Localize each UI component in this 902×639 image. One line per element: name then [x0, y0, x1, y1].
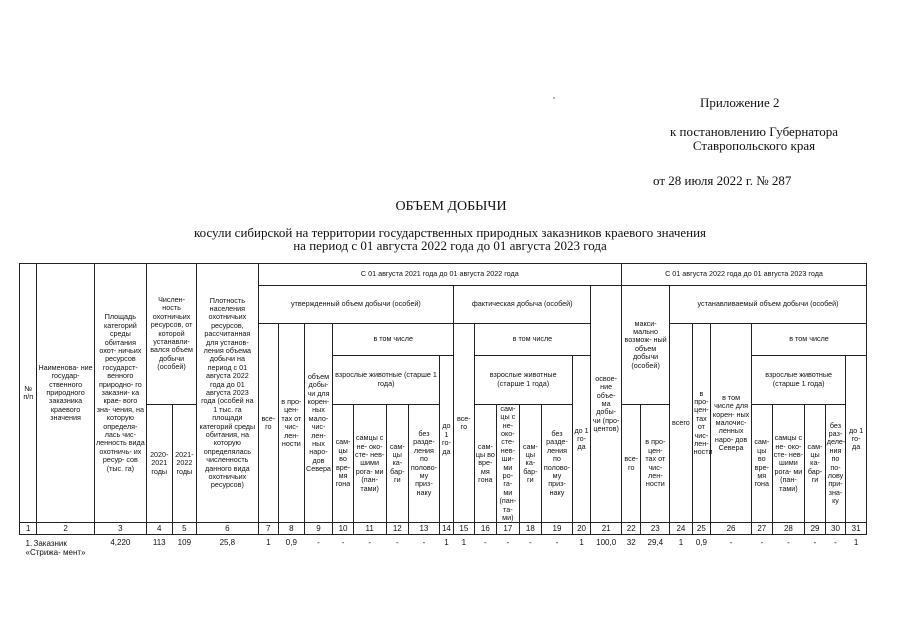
row-name: Заказник «Стрижа- мент» — [25, 539, 86, 558]
decree-line-1: к постановлению Губернатора — [669, 124, 839, 139]
header-year-2021: 2021- 2022 годы — [172, 404, 197, 523]
document-title: ОБЪЕМ ДОБЫЧИ — [395, 199, 507, 214]
table-cell: 1 — [853, 538, 859, 548]
subtitle-line-2: на период с 01 августа 2022 года до 01 августа 2023 года — [293, 238, 607, 253]
header-area: Площадь категорий среды обитания охот- ничьих ресурсов государст- венного природно- го заказни- ка крае- вого зна- чения, на которую определя- лась чис- ленность вида охотничь- их ресур- сов (тыс. га) — [94, 264, 146, 523]
column-number: 18 — [519, 523, 542, 535]
decree-reference — [649, 125, 859, 153]
header-name: Наименова- ние государ- ственного природного заказника краевого значения — [37, 264, 94, 523]
column-number: 1 — [20, 523, 37, 535]
header-females-actual: сам- цы ка- бар- ги — [519, 404, 542, 523]
header-actual-total: все- го — [454, 323, 474, 523]
header-males-noantler-2022: самцы с не- око- сте- нев- шими рога- ми (пан- тами) — [772, 404, 805, 523]
header-females-2021: сам- цы ка- бар- ги — [386, 404, 409, 523]
header-period-2021: С 01 августа 2021 года до 01 августа 2022 года — [258, 264, 621, 286]
header-females-2022: сам- цы ка- бар- ги — [805, 404, 825, 523]
table-cell: - — [395, 538, 399, 548]
header-established-volume: устанавливаемый объем добычи (особей) — [670, 286, 867, 324]
row-number: 1. — [25, 539, 33, 549]
table-row — [20, 535, 867, 580]
scan-speck — [553, 97, 555, 99]
header-males-rut-actual: сам- цы во вре- мя гона — [474, 404, 497, 523]
column-number: 26 — [711, 523, 752, 535]
column-number: 28 — [772, 523, 805, 535]
column-number: 15 — [454, 523, 474, 535]
column-number: 24 — [670, 523, 693, 535]
column-number: 8 — [279, 523, 305, 535]
table-cell: 1 — [579, 538, 584, 548]
column-number: 25 — [692, 523, 710, 535]
column-number: 23 — [641, 523, 670, 535]
column-number: 19 — [542, 523, 573, 535]
table-cell: - — [506, 538, 510, 548]
column-number: 21 — [591, 523, 622, 535]
header-nosex-2022: без раз- деле- ния по по- лову при- зна- ку — [825, 404, 845, 523]
row-name-cell — [20, 535, 95, 580]
harvest-volume-table — [19, 263, 867, 579]
table-cell: 32 — [626, 538, 636, 548]
header-num: № п/п — [20, 264, 37, 523]
header-males-rut-2022: сам- цы во вре- мя гона — [752, 404, 772, 523]
table-cell: - — [341, 538, 345, 548]
header-including-actual: в том числе — [474, 323, 591, 355]
header-under1-2021: до 1 го- да — [439, 355, 453, 523]
header-density: Плотность населения охотничьих ресурсов, рассчитанная для установ- ления объема добычи на период с 01 августа 2022 года до 01 августа 2023 года (особей на 1 тыс. га площади категорий среды обитания, на которую определялась численность данного вида охотничьих ресурсов) — [197, 264, 258, 523]
table-cell: - — [484, 538, 487, 548]
column-number: 9 — [304, 523, 333, 535]
header-including-2021: в том числе — [333, 323, 454, 355]
header-indigenous-2022: в том числе для корен- ных малочис- ленных наро- дов Севера — [711, 323, 752, 523]
table-cell: 1 — [461, 538, 467, 548]
column-number: 29 — [805, 523, 825, 535]
header-males-rut-2021: сам- цы во вре- мя гона — [333, 404, 353, 523]
table-cell: - — [317, 538, 320, 548]
table-cell: - — [813, 538, 817, 548]
header-total-2021: все- го — [258, 323, 278, 523]
column-number: 30 — [825, 523, 845, 535]
header-pct-2022: в про- цен- тах от чис- лен- ности — [692, 323, 710, 523]
column-number-row — [20, 523, 867, 535]
header-adults-actual: взрослые животные (старше 1 года) — [474, 355, 572, 404]
header-males-noantler-2021: самцы с не- око- сте- нев- шими рога- ми (пан- тами) — [353, 404, 386, 523]
column-number: 5 — [172, 523, 197, 535]
table-cell: 113 — [152, 538, 166, 548]
column-number: 20 — [572, 523, 590, 535]
header-period-2022: С 01 августа 2022 года до 01 августа 2023 года — [622, 264, 867, 286]
column-number: 2 — [37, 523, 94, 535]
column-number: 11 — [353, 523, 386, 535]
table-cell: 0,9 — [695, 538, 707, 548]
header-under1-2022: до 1 го- да — [846, 355, 867, 523]
table-cell: - — [529, 538, 532, 548]
header-actual-production: фактическая добыча (особей) — [454, 286, 591, 324]
header-max-pct: в про- цен- тах от чис- лен- ности — [641, 404, 670, 523]
decree-date: от 28 июля 2022 г. № 287 — [653, 173, 792, 188]
appendix-label: Приложение 2 — [700, 95, 780, 110]
header-indigenous-2021: объем добы- чи для корен- ных мало- чис- лен- ных наро- дов Севера — [304, 323, 333, 523]
header-adults-2021: взрослые животные (старше 1 года) — [333, 355, 439, 404]
document-subtitle — [100, 226, 800, 252]
column-number: 3 — [94, 523, 146, 535]
header-adults-2022: взрослые животные (старше 1 года) — [752, 355, 846, 404]
header-nosex-2021: без разде- ления по полово- му приз- наку — [409, 404, 440, 523]
column-number: 31 — [846, 523, 867, 535]
header-max-possible: макси- мально возмож- ный объем добычи (особей) — [622, 286, 670, 405]
header-males-noantler-actual: сам- цы с не- око- сте- нев- ши- ми ро- га- ми (пан- та- ми) — [497, 404, 520, 523]
table-cell: 25,8 — [219, 538, 236, 548]
decree-line-2: Ставропольского края — [692, 138, 816, 153]
table-cell: 4,220 — [110, 538, 131, 548]
table-cell: - — [422, 538, 426, 548]
table-cell: - — [787, 538, 790, 548]
header-max-total: все- го — [622, 404, 641, 523]
column-number: 12 — [386, 523, 409, 535]
header-including-2022: в том числе — [752, 323, 867, 355]
header-approved-volume: утвержденный объем добычи (особей) — [258, 286, 454, 324]
table-cell: - — [368, 538, 371, 548]
table-cell: 29,4 — [647, 538, 664, 548]
table-cell: 1 — [266, 538, 271, 548]
column-number: 16 — [474, 523, 497, 535]
table-cell: 1 — [444, 538, 449, 548]
column-number: 22 — [622, 523, 641, 535]
column-number: 4 — [146, 523, 172, 535]
table-cell: 1 — [678, 538, 684, 548]
header-under1-actual: до 1 го- да — [572, 355, 590, 523]
subtitle-line-1: косули сибирской на территории государственных природных заказников краевого значения — [193, 225, 707, 240]
header-utilization: освое- ние объе- ма добы- чи (про- центов) — [591, 286, 622, 523]
column-number: 14 — [439, 523, 453, 535]
header-pct-2021: в про- цен- тах от чис- лен- ности — [279, 323, 305, 523]
header-year-2020: 2020- 2021 годы — [146, 404, 172, 523]
column-number: 6 — [197, 523, 258, 535]
column-number: 17 — [497, 523, 520, 535]
table-cell: - — [760, 538, 764, 548]
header-nosex-actual: без разде- ления по полово- му приз- наку — [542, 404, 573, 523]
column-number: 13 — [409, 523, 440, 535]
table-cell: 0,9 — [285, 538, 297, 548]
column-number: 7 — [258, 523, 278, 535]
table-cell: - — [729, 538, 733, 548]
column-number: 27 — [752, 523, 772, 535]
table-cell: 109 — [177, 538, 192, 548]
table-cell: 100,0 — [596, 538, 617, 548]
header-total-2022: всего — [670, 323, 693, 523]
column-number: 10 — [333, 523, 353, 535]
table-cell: - — [834, 538, 837, 548]
table-cell: - — [555, 538, 559, 548]
header-count-hunting: Числен- ность охотничьих ресурсов, от которой устанавли- вался объем добычи (особей) — [146, 264, 196, 405]
